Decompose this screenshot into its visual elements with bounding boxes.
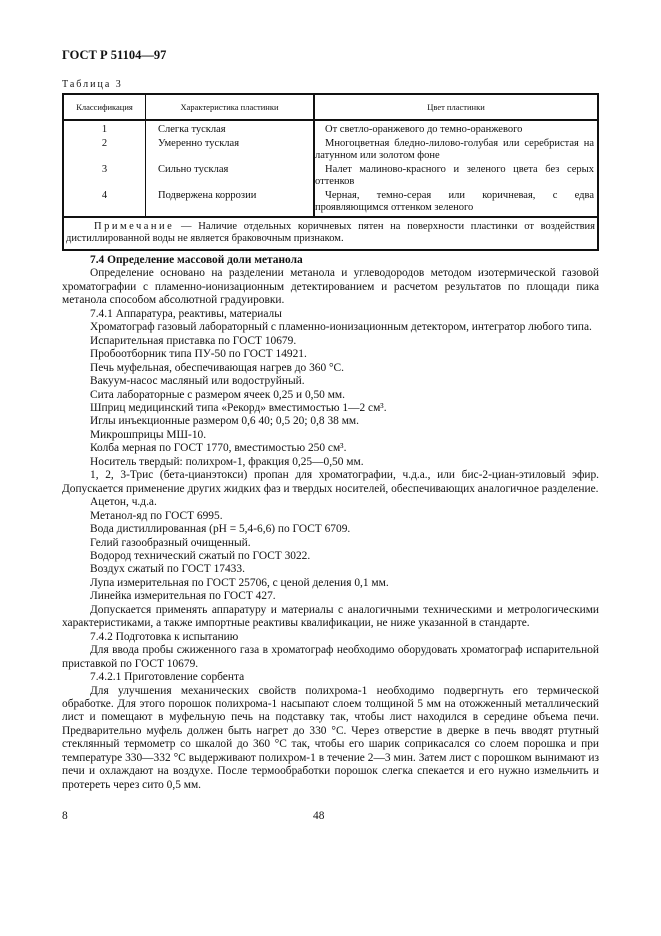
list-item: Гелий газообразный очищенный. xyxy=(90,536,251,549)
table-cell: 4 xyxy=(63,189,146,217)
table-cell: Умеренно тусклая xyxy=(146,137,315,163)
subsection-heading: 7.4.2 Подготовка к испытанию xyxy=(90,630,239,643)
paragraph: Для улучшения механических свойств полихрома-1 необходимо подвергнуть его термической обработке. Для этого порошок полихрома-1 насыпают слоем толщиной 5 мм на отожженный металлический лист и помещают в муфельную печь на подставку так, чтобы лист находился в середине объема печи. Предварительно муфель должен быть нагрет до 330 °С. Через отверстие в дверке в печь вводят ртутный стеклянный термометр со шкалой до 360 °С так, чтобы его шарик соприкасался со слоем порошка и при температуре 330—332 °С выдерживают полихром-1 в течение 2—3 мин. Затем лист с порошком вынимают из печи и охлаждают на воздухе. После термообработки порошок слегка спекается и его нужно измельчить и протереть через сито 0,5 мм. xyxy=(62,684,599,791)
list-item: Печь муфельная, обеспечивающая нагрев до 360 °С. xyxy=(90,361,344,374)
cell-text: От светло-оранжевого до темно-оранжевого xyxy=(325,124,523,135)
table-note-row xyxy=(63,217,598,250)
list-item: Испарительная приставка по ГОСТ 10679. xyxy=(90,334,297,347)
classification-table xyxy=(62,93,599,251)
table-row xyxy=(63,137,598,163)
table-caption: Таблица 3 xyxy=(62,79,123,90)
list-item: Микрошприцы МШ-10. xyxy=(90,428,207,441)
table-cell: 1 xyxy=(63,120,146,137)
table-cell xyxy=(314,189,598,217)
list-item: Шприц медицинский типа «Рекорд» вместимостью 1—2 см³. xyxy=(90,401,387,414)
table-cell: 2 xyxy=(63,137,146,163)
column-header: Характеристика пластинки xyxy=(146,94,315,120)
table-note xyxy=(63,217,598,250)
document-body xyxy=(62,254,599,792)
list-item: Ацетон, ч.д.а. xyxy=(90,496,157,509)
paragraph: Для ввода пробы сжиженного газа в хроматограф необходимо оборудовать хроматограф испарительной приставкой по ГОСТ 10679. xyxy=(62,644,599,670)
list-item: Сита лабораторные с размером ячеек 0,25 и 0,50 мм. xyxy=(90,388,345,401)
table-row xyxy=(63,189,598,217)
note-label: Примечание xyxy=(94,221,175,232)
list-item: Воздух сжатый по ГОСТ 17433. xyxy=(90,563,245,576)
note-text: — Наличие отдельных коричневых пятен на поверхности пластинки от воздействия дистиллированной воды не является браковочным признаком. xyxy=(66,221,595,244)
table-cell: Слегка тусклая xyxy=(146,120,315,137)
table-cell xyxy=(314,137,598,163)
subsection-heading: 7.4.2.1 Приготовление сорбента xyxy=(90,671,245,684)
list-item: Линейка измерительная по ГОСТ 427. xyxy=(90,590,276,603)
table-cell xyxy=(314,120,598,137)
list-item: Метанол-яд по ГОСТ 6995. xyxy=(90,509,223,522)
list-item: Водород технический сжатый по ГОСТ 3022. xyxy=(90,549,311,562)
table-row xyxy=(63,120,598,137)
list-item: Носитель твердый: полихром-1, фракция 0,25—0,50 мм. xyxy=(90,455,364,468)
list-item: Вакуум-насос масляный или водоструйный. xyxy=(90,375,305,388)
table-cell: 3 xyxy=(63,163,146,189)
paragraph: Допускается применять аппаратуру и материалы с аналогичными техническими и метрологическими характеристиками, а также импортные реактивы квалификации, не ниже указанной в стандарте. xyxy=(62,603,599,630)
table-cell: Сильно тусклая xyxy=(146,163,315,189)
section-heading: 7.4 Определение массовой доли метанола xyxy=(90,254,303,266)
list-item: Колба мерная по ГОСТ 1770, вместимостью 250 см³. xyxy=(90,442,347,455)
list-item: Вода дистиллированная (рН = 5,4-6,6) по ГОСТ 6709. xyxy=(90,523,351,536)
paragraph: 1, 2, 3-Трис (бета-цианэтокси) пропан для хроматографии, ч.д.а., или бис-2-циан-этиловый эфир. Допускается применение других жидких фаз и твердых носителей, обеспечивающих аналогичное разделение. xyxy=(62,469,599,495)
list-item: Иглы инъекционные размером 0,6 40; 0,5 20; 0,8 38 мм. xyxy=(90,415,359,428)
page-number-center: 48 xyxy=(313,810,325,822)
list-item: Пробоотборник типа ПУ-50 по ГОСТ 14921. xyxy=(90,348,307,361)
paragraph: Хроматограф газовый лабораторный с пламенно-ионизационным детектором, интегратор любого типа. xyxy=(90,321,592,334)
table-row xyxy=(63,163,598,189)
list-item: Лупа измерительная по ГОСТ 25706, с ценой деления 0,1 мм. xyxy=(90,576,389,589)
cell-text: Налет малиново-красного и зеленого цвета без серых оттенков xyxy=(315,164,594,187)
page-number-left: 8 xyxy=(62,810,68,822)
table-cell: Подвержена коррозии xyxy=(146,189,315,217)
document-header: ГОСТ Р 51104—97 xyxy=(62,48,167,62)
column-header: Цвет пластинки xyxy=(314,94,598,120)
table-header-row xyxy=(63,94,598,120)
column-header: Классификация xyxy=(63,94,146,120)
cell-text: Черная, темно-серая или коричневая, с едва проявляющимся оттенком зеленого xyxy=(315,190,594,213)
paragraph: Определение основано на разделении метанола и углеводородов методом изотермической газовой хроматографии с пламенно-ионизационным детектированием и расчетом результатов по площади пика метанола способом абсолютной градуировки. xyxy=(62,267,599,307)
table-cell xyxy=(314,163,598,189)
cell-text: Многоцветная бледно-лилово-голубая или серебристая на латунном или золотом фоне xyxy=(315,138,594,161)
subsection-heading: 7.4.1 Аппаратура, реактивы, материалы xyxy=(90,307,282,320)
